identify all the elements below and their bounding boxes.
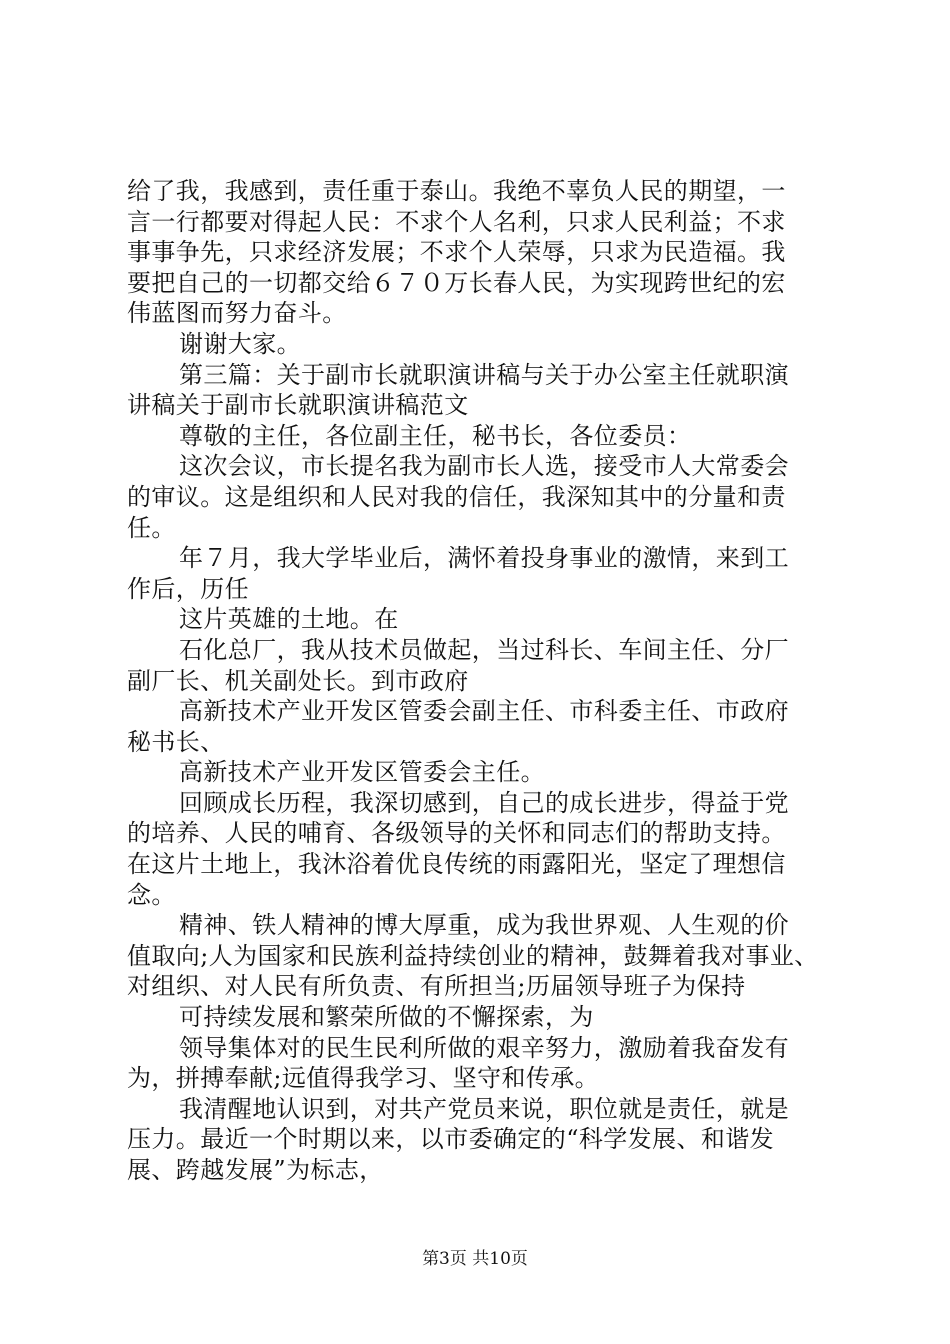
text-line: 谢谢大家。: [179, 329, 301, 358]
page-footer: 第3页 共10页: [422, 1249, 528, 1269]
text-line: 事事争先，只求经济发展；不求个人荣辱，只求为民造福。我: [127, 238, 786, 267]
text-line: 这次会议，市长提名我为副市长人选，接受市人大常委会: [179, 452, 789, 481]
text-line: 秘书长、: [127, 727, 225, 756]
text-line: 要把自己的一切都交给６７０万长春人民，为实现跨世纪的宏: [127, 268, 786, 297]
text-line: 在这片土地上，我沐浴着优良传统的雨露阳光，坚定了理想信: [127, 850, 786, 879]
text-line: 尊敬的主任，各位副主任，秘书长，各位委员：: [179, 421, 692, 450]
text-line: 可持续发展和繁荣所做的不懈探索，为: [179, 1003, 594, 1032]
text-line: 的审议。这是组织和人民对我的信任，我深知其中的分量和责: [127, 482, 786, 511]
text-line: 高新技术产业开发区管委会主任。: [179, 758, 545, 787]
text-line: 展、跨越发展”为标志，: [127, 1156, 384, 1184]
text-line: 我清醒地认识到，对共产党员来说，职位就是责任，就是: [179, 1094, 789, 1123]
text-line: 第三篇：关于副市长就职演讲稿与关于办公室主任就职演: [179, 360, 789, 389]
text-line: 这片英雄的土地。在: [179, 605, 399, 634]
text-line: 压力。最近一个时期以来，以市委确定的“科学发展、和谐发: [127, 1125, 775, 1154]
text-line: 伟蓝图而努力奋斗。: [127, 299, 347, 328]
text-line: 任。: [127, 513, 176, 542]
text-line: 言一行都要对得起人民：不求个人名利，只求人民利益；不求: [127, 207, 786, 236]
text-line: 年７月，我大学毕业后，满怀着投身事业的激情，来到工: [179, 544, 789, 573]
text-line: 对组织、对人民有所负责、有所担当;历届领导班子为保持: [127, 972, 746, 1001]
text-line: 作后，历任: [127, 574, 249, 603]
text-line: 精神、铁人精神的博大厚重，成为我世界观、人生观的价: [179, 911, 789, 940]
text-line: 领导集体对的民生民利所做的艰辛努力，激励着我奋发有: [179, 1033, 789, 1062]
text-line: 给了我，我感到，责任重于泰山。我绝不辜负人民的期望，一: [127, 177, 786, 205]
text-line: 回顾成长历程，我深切感到，自己的成长进步，得益于党: [179, 788, 789, 817]
text-line: 讲稿关于副市长就职演讲稿范文: [127, 391, 469, 420]
text-line: 石化总厂，我从技术员做起，当过科长、车间主任、分厂: [179, 635, 789, 664]
text-line: 副厂长、机关副处长。到市政府: [127, 666, 469, 695]
text-line: 为，拼搏奉献;远值得我学习、坚守和传承。: [127, 1064, 600, 1093]
text-line: 念。: [127, 880, 176, 909]
text-line: 值取向;人为国家和民族利益持续创业的精神，鼓舞着我对事业、: [127, 941, 819, 970]
document-body: [127, 176, 837, 1186]
text-line: 高新技术产业开发区管委会副主任、市科委主任、市政府: [179, 697, 789, 726]
text-line: 的培养、人民的哺育、各级领导的关怀和同志们的帮助支持。: [127, 819, 786, 848]
